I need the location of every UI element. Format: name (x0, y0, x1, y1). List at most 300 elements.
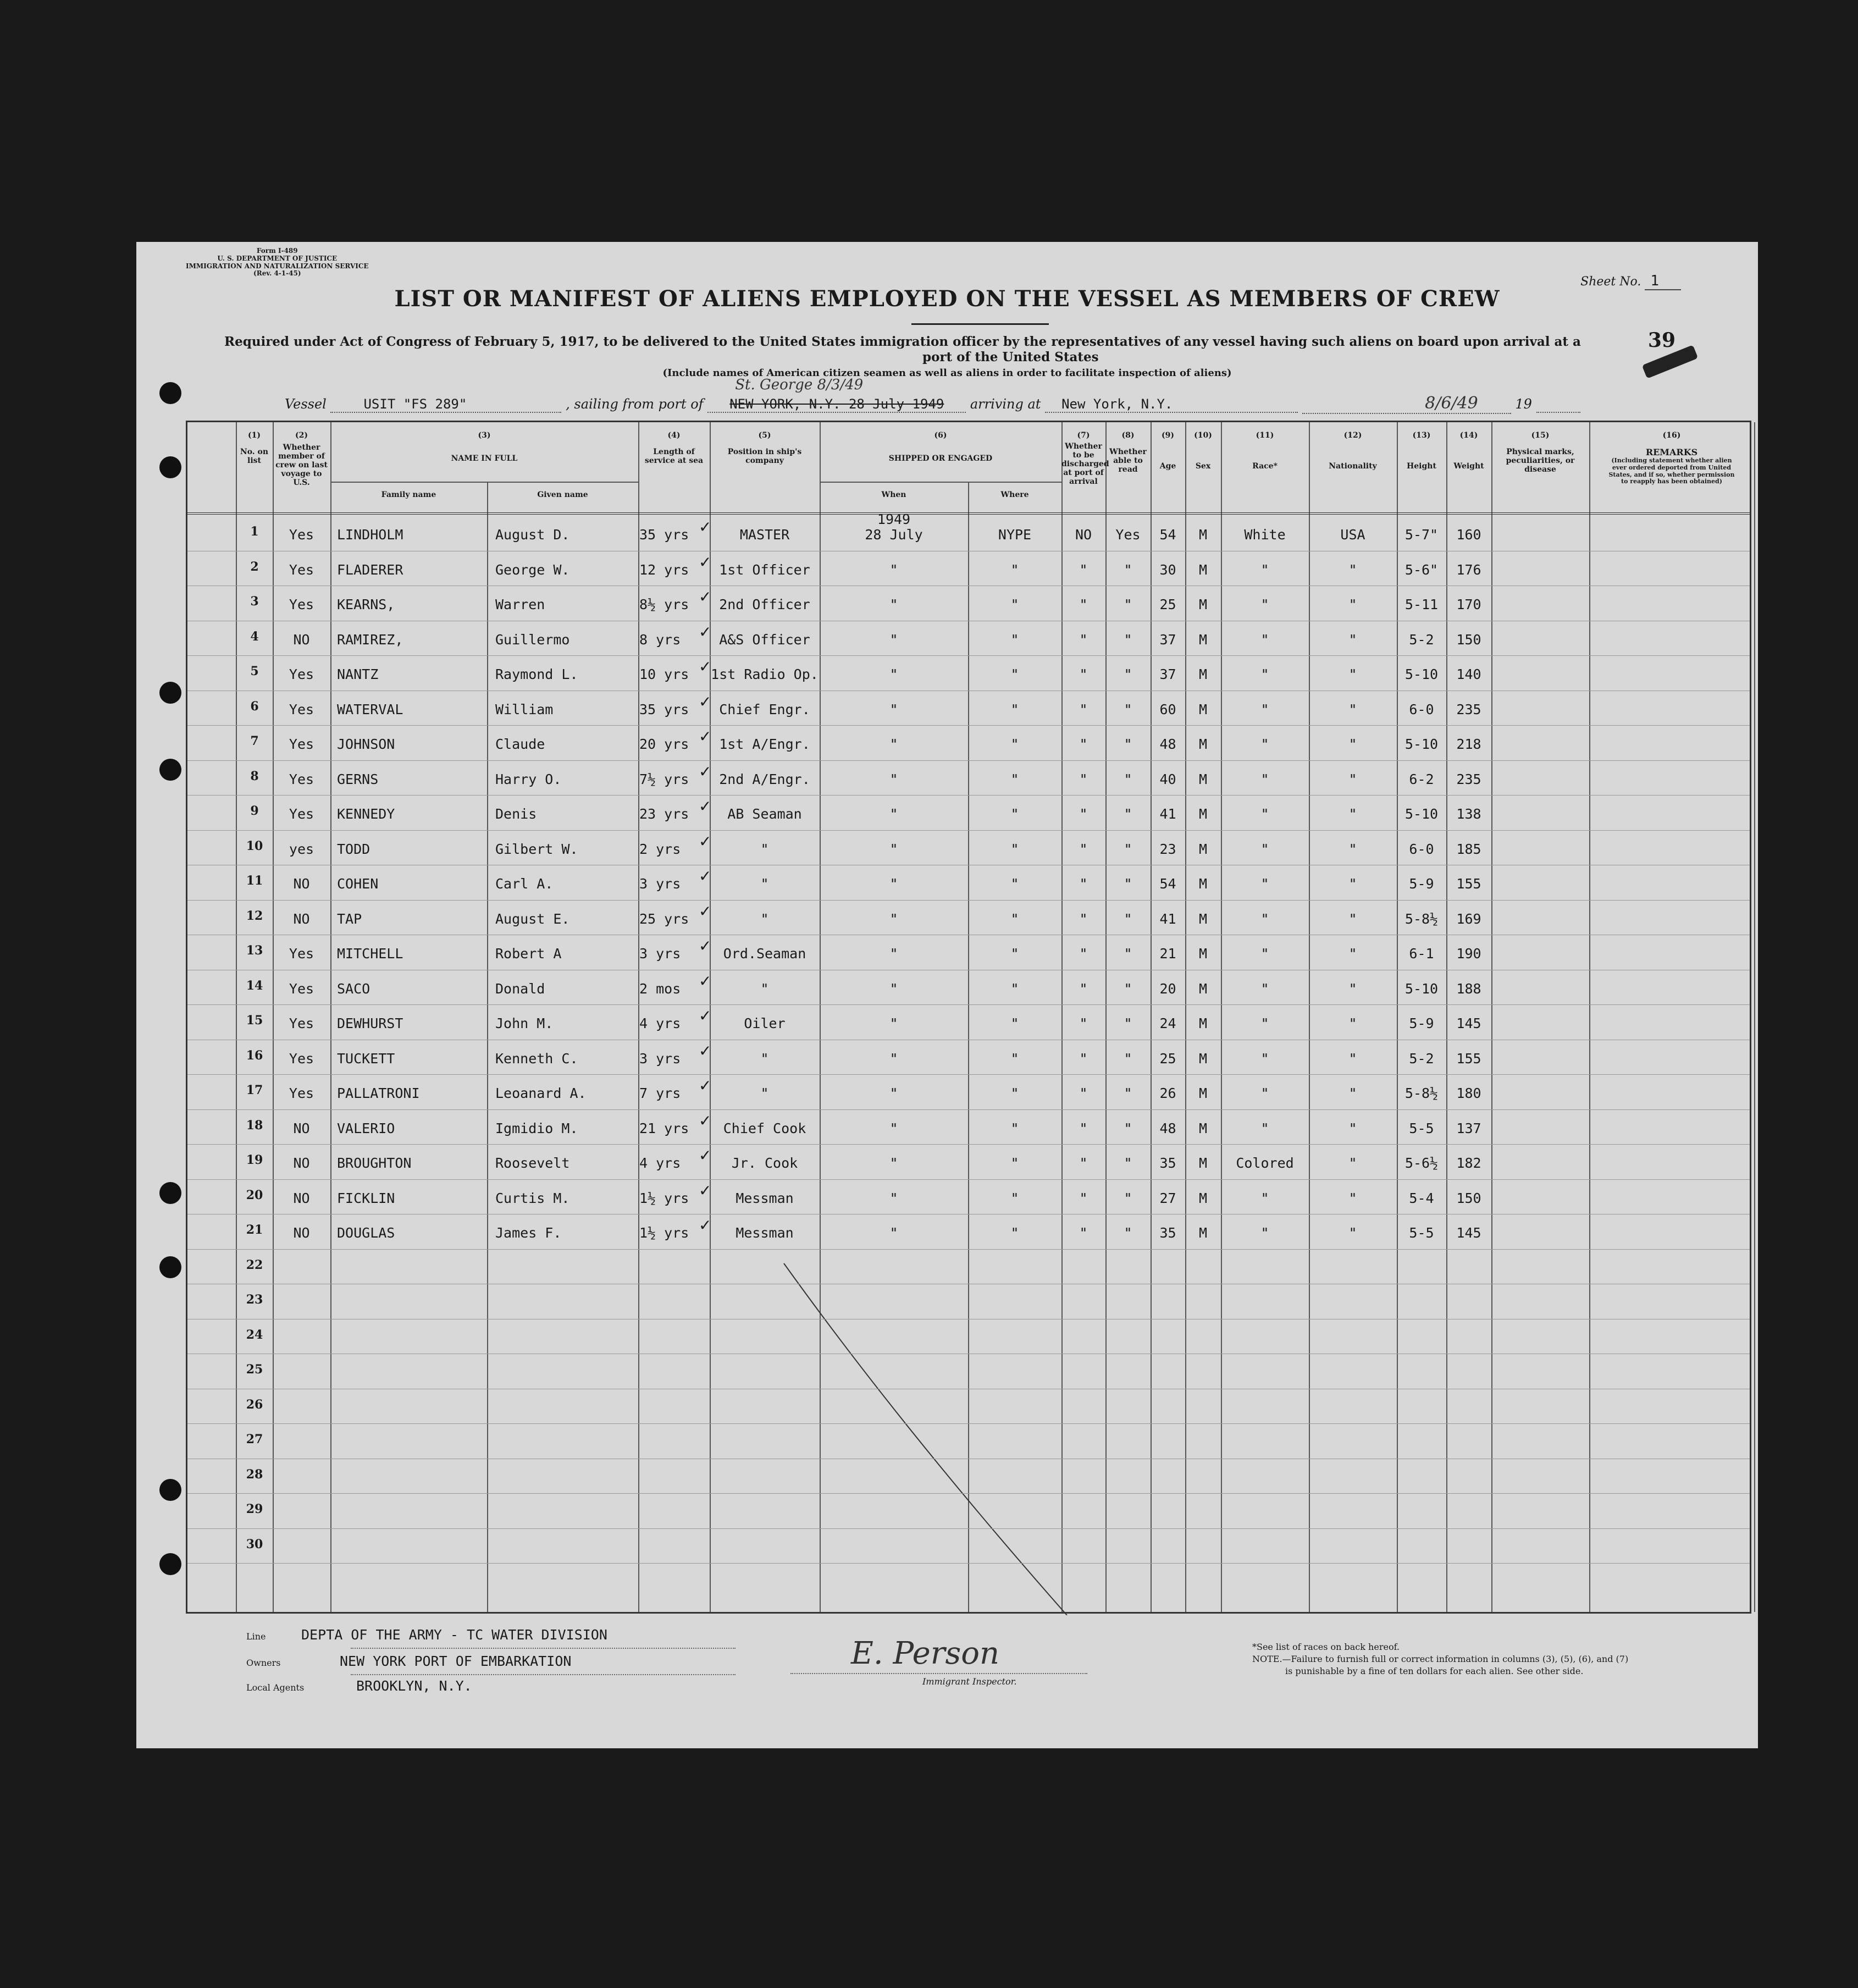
row-number: 4 (250, 629, 259, 644)
col-header-sex: (10) Sex (1194, 431, 1212, 471)
shipped-when-cell: " (889, 701, 898, 717)
row-number: 16 (246, 1048, 263, 1063)
age-cell: 60 (1159, 701, 1176, 717)
discharged-cell: " (1079, 666, 1088, 682)
row-number: 6 (250, 699, 259, 714)
weight-cell: 218 (1456, 736, 1481, 752)
previous-voyage-cell: Yes (289, 701, 314, 717)
race-cell: " (1260, 910, 1269, 927)
shipped-where-cell: " (1010, 1190, 1019, 1206)
sex-cell: M (1198, 701, 1208, 717)
discharged-cell: " (1079, 1050, 1088, 1067)
age-cell: 25 (1159, 597, 1176, 612)
given-name-cell: William (495, 701, 554, 717)
check-mark-icon: ✓ (699, 1181, 712, 1200)
race-cell: " (1260, 980, 1269, 997)
date-handwritten: 8/6/49 (1302, 394, 1511, 414)
family-name-cell: WATERVAL (337, 701, 403, 717)
row-number: 23 (246, 1293, 263, 1307)
service-cell: 3 yrs (639, 1050, 681, 1067)
read-cell: " (1124, 597, 1132, 612)
race-cell: " (1260, 876, 1269, 892)
read-cell: " (1124, 806, 1132, 822)
nationality-cell: " (1348, 806, 1357, 822)
given-name-cell: Carl A. (495, 876, 554, 892)
position-cell: Oiler (744, 1015, 786, 1031)
position-cell: " (760, 876, 769, 892)
given-name-cell: Gilbert W. (495, 841, 578, 857)
sex-cell: M (1198, 1085, 1208, 1101)
agents-value: BROOKLYN, N.Y. (356, 1678, 472, 1694)
given-name-cell: Donald (495, 980, 545, 997)
required-statement: Required under Act of Congress of February 5, 1917, to be delivered to the United States immigration officer by the representatives of any vessel having such aliens on board upon arrival at a (224, 334, 1581, 349)
family-name-cell: DOUGLAS (337, 1225, 395, 1241)
read-cell: " (1124, 910, 1132, 927)
col-header-when: When (881, 490, 906, 499)
punch-hole (159, 382, 181, 404)
previous-voyage-cell: Yes (289, 1050, 314, 1067)
shipped-where-cell: " (1010, 946, 1019, 962)
given-name-cell: Curtis M. (495, 1190, 570, 1206)
row-number: 2 (250, 559, 259, 574)
owners-label: Owners (246, 1658, 281, 1668)
shipped-when-cell: " (889, 841, 898, 857)
family-name-cell: VALERIO (337, 1120, 395, 1136)
discharged-cell: " (1079, 1190, 1088, 1206)
nationality-cell: USA (1340, 527, 1365, 543)
sex-cell: M (1198, 910, 1208, 927)
discharged-cell: " (1079, 980, 1088, 997)
service-cell: 4 yrs (639, 1015, 681, 1031)
nationality-cell: " (1348, 561, 1357, 578)
weight-cell: 150 (1456, 1190, 1481, 1206)
col-header-age: (9) Age (1159, 431, 1176, 471)
sex-cell: M (1198, 1225, 1208, 1241)
nationality-cell: " (1348, 1085, 1357, 1101)
shipped-year-cell: 1949 (877, 511, 911, 527)
sex-cell: M (1198, 736, 1208, 752)
service-cell: 35 yrs (639, 527, 689, 543)
weight-cell: 137 (1456, 1120, 1481, 1136)
col-header-nationality: (12) Nationality (1329, 431, 1377, 471)
nationality-cell: " (1348, 910, 1357, 927)
shipped-when-cell: " (889, 597, 898, 612)
age-cell: 26 (1159, 1085, 1176, 1101)
punch-hole (159, 1182, 181, 1204)
nationality-cell: " (1348, 980, 1357, 997)
previous-voyage-cell: Yes (289, 527, 314, 543)
weight-cell: 235 (1456, 701, 1481, 717)
read-cell: " (1124, 980, 1132, 997)
age-cell: 27 (1159, 1190, 1176, 1206)
check-mark-icon: ✓ (699, 971, 712, 990)
row-number: 5 (250, 664, 259, 678)
weight-cell: 138 (1456, 806, 1481, 822)
weight-cell: 190 (1456, 946, 1481, 962)
age-cell: 35 (1159, 1155, 1176, 1171)
read-cell: Yes (1115, 527, 1141, 543)
sex-cell: M (1198, 631, 1208, 648)
given-name-cell: John M. (495, 1015, 554, 1031)
race-cell: " (1260, 1050, 1269, 1067)
age-cell: 41 (1159, 806, 1176, 822)
col-header-family-name: Family name (381, 490, 436, 499)
position-cell: AB Seaman (727, 806, 802, 822)
sex-cell: M (1198, 1190, 1208, 1206)
check-mark-icon: ✓ (699, 762, 712, 781)
shipped-where-cell: " (1010, 736, 1019, 752)
family-name-cell: GERNS (337, 771, 379, 787)
check-mark-icon: ✓ (699, 553, 712, 571)
row-number: 9 (250, 804, 259, 818)
row-number: 8 (250, 769, 259, 783)
read-cell: " (1124, 1225, 1132, 1241)
row-number: 27 (246, 1432, 263, 1446)
nationality-cell: " (1348, 666, 1357, 682)
col-header-given-name: Given name (537, 490, 588, 499)
race-cell: " (1260, 631, 1269, 648)
position-cell: Messman (736, 1190, 794, 1206)
check-mark-icon: ✓ (699, 902, 712, 920)
shipped-where-cell: " (1010, 771, 1019, 787)
shipped-when-cell: " (889, 666, 898, 682)
nationality-cell: " (1348, 701, 1357, 717)
height-cell: 5-2 (1409, 631, 1434, 648)
service-cell: 4 yrs (639, 1155, 681, 1171)
punch-hole (159, 682, 181, 704)
row-number: 1 (250, 524, 259, 539)
nationality-cell: " (1348, 841, 1357, 857)
sex-cell: M (1198, 806, 1208, 822)
discharged-cell: " (1079, 701, 1088, 717)
check-mark-icon: ✓ (699, 867, 712, 885)
sex-cell: M (1198, 1155, 1208, 1171)
shipped-when-cell: " (889, 1155, 898, 1171)
col-header-remarks: (16) REMARKS (Including statement whether alien ever ordered deported from United States, and if so, whether permission to reapply has been obtained) (1608, 431, 1735, 485)
row-number: 26 (246, 1397, 263, 1412)
weight-cell: 176 (1456, 561, 1481, 578)
age-cell: 21 (1159, 946, 1176, 962)
nationality-cell: " (1348, 1155, 1357, 1171)
col-header-shipped: (6) SHIPPED OR ENGAGED (888, 431, 993, 463)
position-cell: " (760, 1085, 769, 1101)
age-cell: 48 (1159, 1120, 1176, 1136)
weight-cell: 188 (1456, 980, 1481, 997)
nationality-cell: " (1348, 597, 1357, 612)
given-name-cell: James F. (495, 1225, 562, 1241)
family-name-cell: MITCHELL (337, 946, 403, 962)
col-header-where: Where (1000, 490, 1029, 499)
previous-voyage-cell: Yes (289, 736, 314, 752)
given-name-cell: Warren (495, 597, 545, 612)
given-name-cell: Raymond L. (495, 666, 578, 682)
nationality-cell: " (1348, 1120, 1357, 1136)
discharged-cell: " (1079, 1015, 1088, 1031)
discharged-cell: " (1079, 1085, 1088, 1101)
weight-cell: 185 (1456, 841, 1481, 857)
read-cell: " (1124, 631, 1132, 648)
position-cell: 1st A/Engr. (719, 736, 810, 752)
col-header-physical: (15) Physical marks, peculiarities, or disease (1506, 431, 1575, 474)
weight-cell: 180 (1456, 1085, 1481, 1101)
given-name-cell: Roosevelt (495, 1155, 570, 1171)
row-number: 29 (246, 1502, 263, 1516)
previous-voyage-cell: Yes (289, 666, 314, 682)
row-number: 24 (246, 1327, 263, 1342)
nationality-cell: " (1348, 946, 1357, 962)
form-number: Form I-489 (256, 247, 298, 255)
race-cell: " (1260, 597, 1269, 612)
read-cell: " (1124, 946, 1132, 962)
position-cell: " (760, 1050, 769, 1067)
discharged-cell: " (1079, 1155, 1088, 1171)
given-name-cell: Claude (495, 736, 545, 752)
service-cell: 1½ yrs (639, 1190, 689, 1206)
service-cell: 35 yrs (639, 701, 689, 717)
check-mark-icon: ✓ (699, 588, 712, 606)
family-name-cell: SACO (337, 980, 371, 997)
races-note: *See list of races on back hereof. (1252, 1642, 1400, 1652)
discharged-cell: " (1079, 736, 1088, 752)
manifest-sheet (136, 242, 1851, 1748)
family-name-cell: JOHNSON (337, 736, 395, 752)
col-header-read: (8) Whether able to read (1109, 431, 1147, 474)
race-cell: " (1260, 1120, 1269, 1136)
service-cell: 7 yrs (639, 1085, 681, 1101)
row-number: 11 (246, 874, 263, 888)
height-cell: 5-2 (1409, 1050, 1434, 1067)
age-cell: 24 (1159, 1015, 1176, 1031)
row-number: 14 (246, 978, 263, 993)
shipped-where-cell: NYPE (998, 527, 1032, 543)
given-name-cell: George W. (495, 561, 570, 578)
department-name: U. S. DEPARTMENT OF JUSTICE (217, 254, 338, 262)
nationality-cell: " (1348, 876, 1357, 892)
family-name-cell: BROUGHTON (337, 1155, 412, 1171)
col-header-discharged: (7) Whether to be discharged at port of arrival (1061, 431, 1109, 487)
race-cell: " (1260, 561, 1269, 578)
col-header-position: (5) Position in ship's company (727, 431, 802, 466)
read-cell: " (1124, 1015, 1132, 1031)
agents-label: Local Agents (246, 1682, 305, 1693)
weight-cell: 170 (1456, 597, 1481, 612)
nationality-cell: " (1348, 736, 1357, 752)
line-value: DEPTA OF THE ARMY - TC WATER DIVISION (301, 1627, 607, 1643)
position-cell: " (760, 841, 769, 857)
position-cell: 2nd A/Engr. (719, 771, 810, 787)
service-cell: 3 yrs (639, 946, 681, 962)
shipped-when-cell: " (889, 876, 898, 892)
read-cell: " (1124, 1155, 1132, 1171)
service-cell: 21 yrs (639, 1120, 689, 1136)
previous-voyage-cell: Yes (289, 771, 314, 787)
vessel-line (285, 377, 1580, 414)
previous-voyage-cell: NO (293, 1190, 310, 1206)
height-cell: 5-6" (1404, 561, 1439, 578)
position-cell: " (760, 980, 769, 997)
shipped-where-cell: " (1010, 1015, 1019, 1031)
shipped-where-cell: " (1010, 841, 1019, 857)
check-mark-icon: ✓ (699, 1216, 712, 1234)
shipped-when-cell: " (889, 1225, 898, 1241)
service-cell: 1½ yrs (639, 1225, 689, 1241)
height-cell: 5-4 (1409, 1190, 1434, 1206)
given-name-cell: Igmidio M. (495, 1120, 578, 1136)
year-label: 19 (1515, 396, 1532, 412)
check-mark-icon: ✓ (699, 1007, 712, 1025)
height-cell: 5-9 (1409, 876, 1434, 892)
nationality-cell: " (1348, 1225, 1357, 1241)
vessel-name: USIT "FS 289" (330, 396, 561, 413)
height-cell: 5-10 (1404, 806, 1439, 822)
read-cell: " (1124, 1190, 1132, 1206)
previous-voyage-cell: NO (293, 1225, 310, 1241)
required-statement-2: port of the United States (922, 350, 1099, 365)
sex-cell: M (1198, 561, 1208, 578)
col-header-no: (1) No. on list (240, 431, 269, 466)
race-cell: " (1260, 946, 1269, 962)
height-cell: 5-5 (1409, 1225, 1434, 1241)
race-cell: " (1260, 701, 1269, 717)
discharged-cell: " (1079, 946, 1088, 962)
age-cell: 25 (1159, 1050, 1176, 1067)
shipped-when-cell: " (889, 631, 898, 648)
discharged-cell: NO (1075, 527, 1092, 543)
position-cell: " (760, 910, 769, 927)
form-title: LIST OR MANIFEST OF ALIENS EMPLOYED ON THE VESSEL AS MEMBERS OF CREW (394, 286, 1500, 312)
discharged-cell: " (1079, 841, 1088, 857)
discharged-cell: " (1079, 910, 1088, 927)
sex-cell: M (1198, 771, 1208, 787)
form-revision: (Rev. 4-1-45) (253, 269, 301, 278)
shipped-where-cell: " (1010, 876, 1019, 892)
position-cell: Ord.Seaman (723, 946, 806, 962)
family-name-cell: KENNEDY (337, 806, 395, 822)
family-name-cell: FICKLIN (337, 1190, 395, 1206)
height-cell: 5-10 (1404, 980, 1439, 997)
row-number: 19 (246, 1153, 263, 1167)
discharged-cell: " (1079, 771, 1088, 787)
height-cell: 6-0 (1409, 701, 1434, 717)
service-cell: 2 mos (639, 980, 681, 997)
nationality-cell: " (1348, 1015, 1357, 1031)
shipped-where-cell: " (1010, 666, 1019, 682)
race-cell: " (1260, 771, 1269, 787)
shipped-where-cell: " (1010, 561, 1019, 578)
height-cell: 5-11 (1404, 597, 1439, 612)
position-cell: Messman (736, 1225, 794, 1241)
shipped-when-cell: " (889, 736, 898, 752)
family-name-cell: RAMIREZ, (337, 631, 403, 648)
sex-cell: M (1198, 1120, 1208, 1136)
position-cell: Jr. Cook (731, 1155, 798, 1171)
line-label: Line (246, 1631, 266, 1642)
sex-cell: M (1198, 597, 1208, 612)
nationality-cell: " (1348, 631, 1357, 648)
race-cell: " (1260, 806, 1269, 822)
row-number: 10 (246, 838, 263, 853)
discharged-cell: " (1079, 1225, 1088, 1241)
family-name-cell: TODD (337, 841, 371, 857)
discharged-cell: " (1079, 806, 1088, 822)
shipped-when-cell: " (889, 1050, 898, 1067)
weight-cell: 182 (1456, 1155, 1481, 1171)
read-cell: " (1124, 1120, 1132, 1136)
check-mark-icon: ✓ (699, 1146, 712, 1164)
col-header-action: (17) Action of Immigrant Inspector (This column for use of Government officials only) (1762, 431, 1851, 486)
family-name-cell: PALLATRONI (337, 1085, 420, 1101)
shipped-where-cell: " (1010, 701, 1019, 717)
title-underline (911, 323, 1049, 325)
previous-voyage-cell: Yes (289, 597, 314, 612)
row-number: 17 (246, 1083, 263, 1097)
row-number: 13 (246, 943, 263, 958)
row-number: 22 (246, 1257, 263, 1272)
inspector-label: Immigrant Inspector. (922, 1676, 1017, 1687)
check-mark-icon: ✓ (699, 622, 712, 641)
shipped-when-cell: " (889, 1085, 898, 1101)
shipped-when-cell: " (889, 1120, 898, 1136)
height-cell: 5-10 (1404, 666, 1439, 682)
age-cell: 35 (1159, 1225, 1176, 1241)
penalty-note: NOTE.—Failure to furnish full or correct information in columns (3), (5), (6), and (7) (1252, 1654, 1629, 1664)
shipped-where-cell: " (1010, 980, 1019, 997)
read-cell: " (1124, 666, 1132, 682)
age-cell: 37 (1159, 631, 1176, 648)
given-name-cell: Kenneth C. (495, 1050, 578, 1067)
race-cell: " (1260, 841, 1269, 857)
check-mark-icon: ✓ (699, 518, 712, 536)
read-cell: " (1124, 771, 1132, 787)
shipped-where-cell: " (1010, 1050, 1019, 1067)
service-cell: 10 yrs (639, 666, 689, 682)
service-cell: 12 yrs (639, 561, 689, 578)
service-cell: 8½ yrs (639, 597, 689, 612)
check-mark-icon: ✓ (699, 797, 712, 815)
penalty-note-2: is punishable by a fine of ten dollars for each alien. See other side. (1285, 1666, 1584, 1676)
height-cell: 6-1 (1409, 946, 1434, 962)
shipped-when-cell: " (889, 1015, 898, 1031)
age-cell: 54 (1159, 876, 1176, 892)
previous-voyage-cell: yes (289, 841, 314, 857)
check-mark-icon: ✓ (699, 937, 712, 955)
service-cell: 3 yrs (639, 876, 681, 892)
row-number: 28 (246, 1467, 263, 1482)
punch-hole (159, 1256, 181, 1278)
shipped-when-cell: " (889, 771, 898, 787)
weight-cell: 155 (1456, 876, 1481, 892)
punch-hole (159, 456, 181, 478)
age-cell: 30 (1159, 561, 1176, 578)
sex-cell: M (1198, 946, 1208, 962)
service-cell: 25 yrs (639, 910, 689, 927)
previous-voyage-cell: Yes (289, 1015, 314, 1031)
check-mark-icon: ✓ (699, 727, 712, 746)
vessel-label: Vessel (285, 396, 327, 412)
shipped-where-cell: " (1010, 910, 1019, 927)
shipped-when-cell: " (889, 561, 898, 578)
row-number: 30 (246, 1537, 263, 1551)
family-name-cell: LINDHOLM (337, 527, 403, 543)
given-name-cell: Denis (495, 806, 537, 822)
discharged-cell: " (1079, 561, 1088, 578)
discharged-cell: " (1079, 1120, 1088, 1136)
family-name-cell: COHEN (337, 876, 379, 892)
read-cell: " (1124, 841, 1132, 857)
row-number: 21 (246, 1223, 263, 1237)
height-cell: 5-9 (1409, 1015, 1434, 1031)
previous-voyage-cell: NO (293, 1120, 310, 1136)
